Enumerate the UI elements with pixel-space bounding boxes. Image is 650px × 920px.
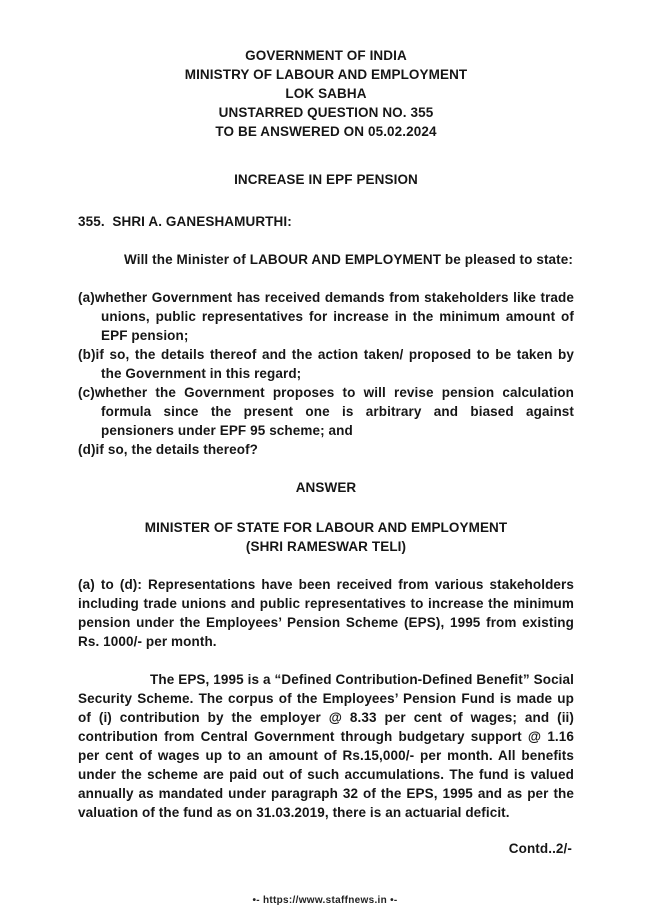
question-item-a xyxy=(78,288,574,345)
header-line-govt: GOVERNMENT OF INDIA xyxy=(245,48,407,63)
header-line-question-no: UNSTARRED QUESTION NO. 355 xyxy=(218,105,434,120)
footer-watermark: •- https://www.staffnews.in •- xyxy=(252,895,398,906)
question-intro: Will the Minister of LABOUR AND EMPLOYMENT be pleased to state: xyxy=(124,252,573,267)
minister-title: MINISTER OF STATE FOR LABOUR AND EMPLOYMENT xyxy=(144,520,508,535)
answer-heading: ANSWER xyxy=(295,480,357,495)
minister-block xyxy=(78,518,574,556)
minister-name: (SHRI RAMESWAR TELI) xyxy=(245,539,407,554)
answer-paragraph-1: (a) to (d): Representations have been received from various stakeholders including trade unions and public representatives to increase the minimum pension under the Employees’ Pension Scheme (EPS), 1995 from existing Rs. 1000/- per month. xyxy=(78,577,574,649)
header-line-house: LOK SABHA xyxy=(285,86,367,101)
item-label: (d) xyxy=(78,442,96,457)
item-text: whether the Government proposes to will revise pension calculation formula since the present one is arbitrary and biased against pensioners under EPF 95 scheme; and xyxy=(94,385,574,438)
header-line-ministry: MINISTRY OF LABOUR AND EMPLOYMENT xyxy=(184,67,468,82)
subject-title: INCREASE IN EPF PENSION xyxy=(234,172,418,187)
question-item-b xyxy=(78,345,574,383)
header-line-answer-date: TO BE ANSWERED ON 05.02.2024 xyxy=(215,124,437,139)
item-text: if so, the details thereof? xyxy=(95,442,259,457)
question-item-c xyxy=(78,383,574,440)
question-list xyxy=(78,288,574,459)
item-text: if so, the details thereof and the action taken/ proposed to be taken by the Government in this regard; xyxy=(95,347,574,381)
item-label: (a) xyxy=(78,290,95,305)
answer-paragraph-2: The EPS, 1995 is a “Defined Contribution-Defined Benefit” Social Security Scheme. The corpus of the Employees’ Pension Fund is made up of (i) contribution by the employer @ 8.33 per cent of wages; and (ii) contribution from Central Government through budgetary support @ 1.16 per cent of wages up to an amount of Rs.15,000/- per month. All benefits under the scheme are paid out of such accumulations. The fund is valued annually as mandated under paragraph 32 of the EPS, 1995 and as per the valuation of the fund as on 31.03.2019, there is an actuarial deficit. xyxy=(78,672,574,820)
contd-note: Contd..2/- xyxy=(508,841,572,856)
question-number: 355. SHRI A. GANESHAMURTHI: xyxy=(78,214,292,229)
item-label: (c) xyxy=(78,385,95,400)
item-text: whether Government has received demands from stakeholders like trade unions, public representatives for increase in the minimum amount of EPF pension; xyxy=(94,290,574,343)
item-label: (b) xyxy=(78,347,96,362)
question-item-d xyxy=(78,440,574,459)
document-header xyxy=(78,46,574,141)
